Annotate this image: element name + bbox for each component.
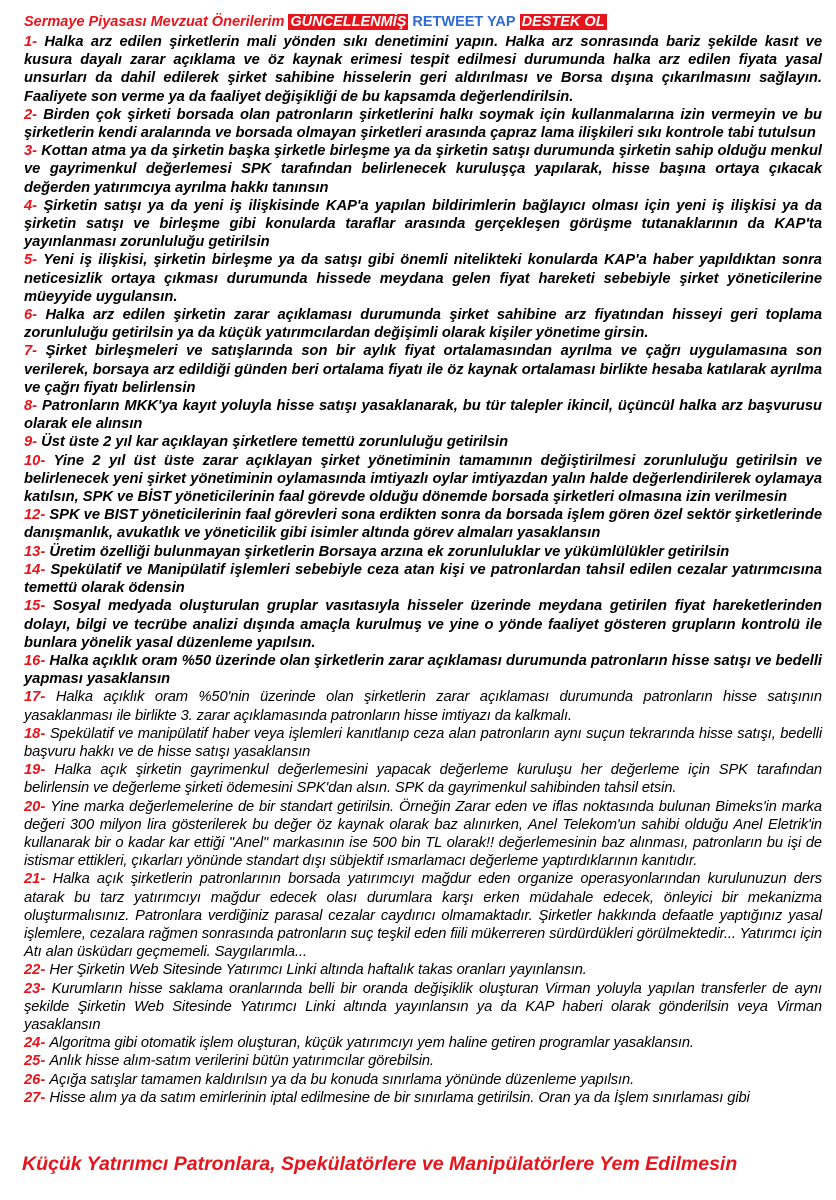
proposal-text: SPK ve BIST yöneticilerinin faal görevleri sona erdikten sonra da borsada işlem gören özel sektör şirketlerinde danışmanlık, avukatlık ve yöneticilik gibi isimler altında görev almaları yasaklansın — [24, 507, 822, 542]
proposal-text: Halka açık şirketin gayrimenkul değerlemesini yapacak değerleme kuruluşu her değerleme için SPK tarafından belirlensin ve değerleme şirketi ödemesini SPK'dan alsın. SPK da gayrimenkul sahibinden tahsil etsin. — [24, 762, 822, 797]
proposal-text: Kurumların hisse saklama oranlarında belli bir oranda değişiklik oluşturan Virman yoluyla yapılan transferler de aynı şekilde Şirketin Web Sitesinde Yatırımcı Linki altında yayınlansın ya da KAP haberi olarak gönderilsin veya Virman yasaklansın — [24, 980, 822, 1033]
proposal-item — [24, 433, 822, 451]
updated-badge: GÜNCELLENMİŞ — [290, 14, 407, 30]
proposal-text: Üretim özelliği bulunmayan şirketlerin Borsaya arzına ek zorunluluklar ve yükümlülükler getirilsin — [49, 543, 730, 560]
proposal-number: 22- — [24, 962, 46, 979]
proposal-number: 25- — [24, 1053, 46, 1070]
proposal-number: 12- — [24, 507, 46, 524]
proposal-item — [24, 543, 822, 561]
proposal-item — [24, 142, 822, 197]
proposal-number: 15- — [24, 598, 46, 615]
proposal-number: 20- — [24, 798, 46, 815]
proposal-text: Yine marka değerlemelerine de bir standart getirilsin. Örneğin Zarar eden ve iflas noktasında bulunan Bimeks'in marka değeri 300 milyon lira gösterilerek bu değer öz kaynak olarak baz alınırken, Anel Telekom'un sahibi olduğu Anel Eletrik'in kullanarak bir o kadar kar ettiği "Anel" markasının ise 500 bin TL olarak!! değerlemesinin baz alınması, patronların bu işi de istismar ettikleri, çıkarları yönünde standart dışı sübjektif ısmarlamacı değerleme yaptırdıklarının kanıtıdır. — [24, 798, 822, 870]
proposal-item — [24, 870, 822, 961]
proposal-number: 21- — [24, 871, 46, 888]
proposal-item — [24, 506, 822, 542]
proposal-number: 7- — [24, 343, 38, 360]
proposal-number: 18- — [24, 725, 46, 742]
proposal-item — [24, 1034, 822, 1052]
support-badge: DESTEK OL — [521, 14, 605, 30]
proposal-item — [24, 452, 822, 507]
proposal-item — [24, 798, 822, 871]
proposal-text: Hisse alım ya da satım emirlerinin iptal edilmesine de bir sınırlama getirilsin. Oran ya da İşlem sınırlaması gibi — [49, 1089, 750, 1106]
proposal-text: Her Şirketin Web Sitesinde Yatırımcı Linki altında haftalık takas oranları yayınlansın. — [49, 962, 587, 979]
proposal-text: Üst üste 2 yıl kar açıklayan şirketlere temettü zorunluluğu getirilsin — [41, 434, 509, 451]
proposal-item — [24, 652, 822, 688]
page-title: Sermaye Piyasası Mevzuat Önerilerim — [24, 14, 285, 30]
retweet-label: RETWEET YAP — [412, 14, 516, 30]
proposal-number: 4- — [24, 197, 38, 214]
proposal-number: 14- — [24, 561, 46, 578]
proposal-item — [24, 106, 822, 142]
proposal-item — [24, 251, 822, 306]
proposal-number: 9- — [24, 434, 38, 451]
proposal-number: 27- — [24, 1089, 46, 1106]
proposal-number: 19- — [24, 762, 46, 779]
proposal-text: Spekülatif ve manipülatif haber veya işlemleri kanıtlanıp ceza alan patronların aynı suçun tekrarında hisse satışı, bedelli başvuru hakkı ve de hisse satışı yasaklansın — [24, 725, 822, 760]
proposal-number: 8- — [24, 398, 38, 415]
proposal-number: 24- — [24, 1035, 46, 1052]
proposal-item — [24, 397, 822, 433]
proposal-text: Halka açıklık oram %50'nin üzerinde olan şirketlerin zarar açıklaması durumunda patronların hisse satışının yasaklanması ile birlikte 3. zarar açıklamasında patronların hisse imtiyazı da kalkmalı. — [24, 689, 822, 724]
proposal-item — [24, 597, 822, 652]
proposal-item — [24, 761, 822, 797]
proposal-number: 16- — [24, 652, 46, 669]
proposal-item — [24, 561, 822, 597]
proposal-text: Algoritma gibi otomatik işlem oluşturan, küçük yatırımcıyı yem haline getiren programlar yasaklansın. — [49, 1035, 694, 1052]
proposal-text: Açığa satışlar tamamen kaldırılsın ya da bu konuda sınırlama yönünde düzenleme yapılsın. — [49, 1071, 635, 1088]
proposal-number: 5- — [24, 252, 38, 269]
proposal-number: 17- — [24, 689, 46, 706]
proposal-item — [24, 1052, 822, 1070]
proposal-list — [24, 33, 822, 1107]
footer-slogan: Küçük Yatırımcı Patronlara, Spekülatörlere ve Manipülatörlere Yem Edilmesin — [22, 1153, 738, 1175]
proposal-text: Spekülatif ve Manipülatif işlemleri sebebiyle ceza atan kişi ve patronlardan tahsil edilen cezalar yatırımcısına temettü olarak ödensin — [24, 561, 822, 597]
proposal-text: Şirketin satışı ya da yeni iş ilişkisinde KAP'a yapılan bildirimlerin bağlayıcı olması için yeni iş ilişkisi ya da şirketin satışı ve birleşme gibi konularda taraflar arasında gerçekleşen görüşme tutanaklarının da KAP'ta yayınlanması zorunluluğu getirilsin — [24, 197, 822, 251]
proposal-text: Yine 2 yıl üst üste zarar açıklayan şirket yönetiminin tamamının değiştirilmesi zorunluluğu getirilsin ve belirlenecek yeni şirket yönetiminin oylamasında imtiyazlı oylar imtiyazdan yalın halde değerlendirilerek oylamaya katılsın, SPK ve BİST yöneticilerinin faal görevde olduğu dönemde borsada şirketleri olmasına izin verilmesin — [24, 452, 822, 506]
proposal-number: 2- — [24, 106, 38, 123]
proposal-item — [24, 1089, 822, 1107]
proposal-text: Sosyal medyada oluşturulan gruplar vasıtasıyla hisseler üzerinde meydana getirilen fiyat hareketlerinden dolayı, bilgi ve tecrübe analizi dışında amaçla kurulmuş ve yine o yönde faaliyet gösteren grupların kontrolü ile bunlara yönelik yasal düzenleme yapılsın. — [24, 598, 822, 651]
proposal-text: Şirket birleşmeleri ve satışlarında son bir aylık fiyat ortalamasından ayrılma ve çağrı uygulamasına son verilerek, borsaya arz edildiği günden beri ortalama fiyatı ile öz kaynak ortalaması birlikte hesaba katılarak ayrılma ve çağrı fiyatı belirlensin — [24, 343, 822, 396]
proposal-item — [24, 33, 822, 106]
proposal-item — [24, 197, 822, 252]
proposal-text: Birden çok şirketi borsada olan patronların şirketlerini halkı soymak için kullanmalarına izin vermeyin ve bu şirketlerin kendi aralarında ve borsada olmayan şirketleri arasında çapraz lama ilişkileri sıkı kontrole tabi tutulsun — [24, 106, 822, 142]
proposal-item — [24, 980, 822, 1035]
proposal-number: 6- — [24, 307, 38, 324]
proposal-text: Halka açıklık oram %50 üzerinde olan şirketlerin zarar açıklaması durumunda patronların hisse satışı ve bedelli yapması yasaklansın — [24, 652, 822, 688]
proposal-number: 3- — [24, 143, 38, 160]
proposal-number: 26- — [24, 1071, 46, 1088]
proposal-text: Kottan atma ya da şirketin başka şirketle birleşme ya da şirketin satışı durumunda şirketin sahip olduğu menkul ve gayrimenkul değerlemesi SPK tarafından belirlenecek kuruluşça yapılarak, hisse başına ortaya çıkacak değerden yatırımcıya ayrılma hakkı tanınsın — [24, 143, 822, 196]
proposal-text: Patronların MKK'ya kayıt yoluyla hisse satışı yasaklanarak, bu tür talepler ikincil, üçüncül halka arz başvurusu olarak ele alınsın — [24, 398, 822, 433]
proposal-item — [24, 725, 822, 761]
proposal-item — [24, 961, 822, 979]
proposal-item — [24, 342, 822, 397]
proposal-number: 10- — [24, 452, 46, 469]
proposal-number: 13- — [24, 543, 46, 560]
proposal-item — [24, 1071, 822, 1089]
proposal-item — [24, 688, 822, 724]
proposal-item — [24, 306, 822, 342]
proposal-text: Halka arz edilen şirketlerin mali yönden sıkı denetimini yapın. Halka arz sonrasında bariz şekilde kasıt ve kusura dayalı zarar açıklama ve öz kaynak erimesi tespit edilmesi durumunda halka arz edilen fiyata yasal unsurları da dahil edilerek şirket sahibine hisselerin geri aldırılması ve Borsa dışına çıkarılmasını sağlayın. Faaliyete son verme ya da faaliyet değişikliği de bu kapsamda değerlendirilsin. — [24, 34, 822, 105]
proposal-text: Anlık hisse alım-satım verilerini bütün yatırımcılar görebilsin. — [49, 1053, 434, 1070]
proposal-text: Yeni iş ilişkisi, şirketin birleşme ya da satışı gibi önemli nitelikteki konularda KAP'a haber yapıldıktan sonra neticesizlik ortaya çıkması durumunda hissede meydana gelen fiyat hareketi sebebiyle şirket yöneticilerine müeyyide uygulansın. — [24, 252, 822, 305]
proposal-number: 1- — [24, 34, 38, 50]
proposal-text: Halka açık şirketlerin patronlarının borsada yatırımcıyı mağdur eden organize operasyonlarından kurulunuzun ders atarak bu tarz yatırımcıyı mağdur edecek olası durumlara karşı erken müdahale edecek, önleyici bir mekanizma oluşturmalısınız. Patronlara verdiğiniz parasal cezalar caydırıcı olmamaktadır. Şirketler hakkında defaatle yaptığınız yasal işlemlere, cezalara rağmen sonrasında patronların suç teşkil eden fiili mükerreren sürdürdükleri görülmektedir... Yatırımcı için Atı alan üsküdarı geçmemeli. Saygılarımla... — [24, 871, 822, 961]
header-line — [24, 12, 822, 32]
proposal-number: 23- — [24, 980, 46, 997]
proposal-text: Halka arz edilen şirketin zarar açıklaması durumunda şirket sahibine arz fiyatından hisseyi geri toplama zorunluluğu getirilsin ya da küçük yatırımcılardan değişimli olarak kişiler yönetime girsin. — [24, 307, 822, 342]
